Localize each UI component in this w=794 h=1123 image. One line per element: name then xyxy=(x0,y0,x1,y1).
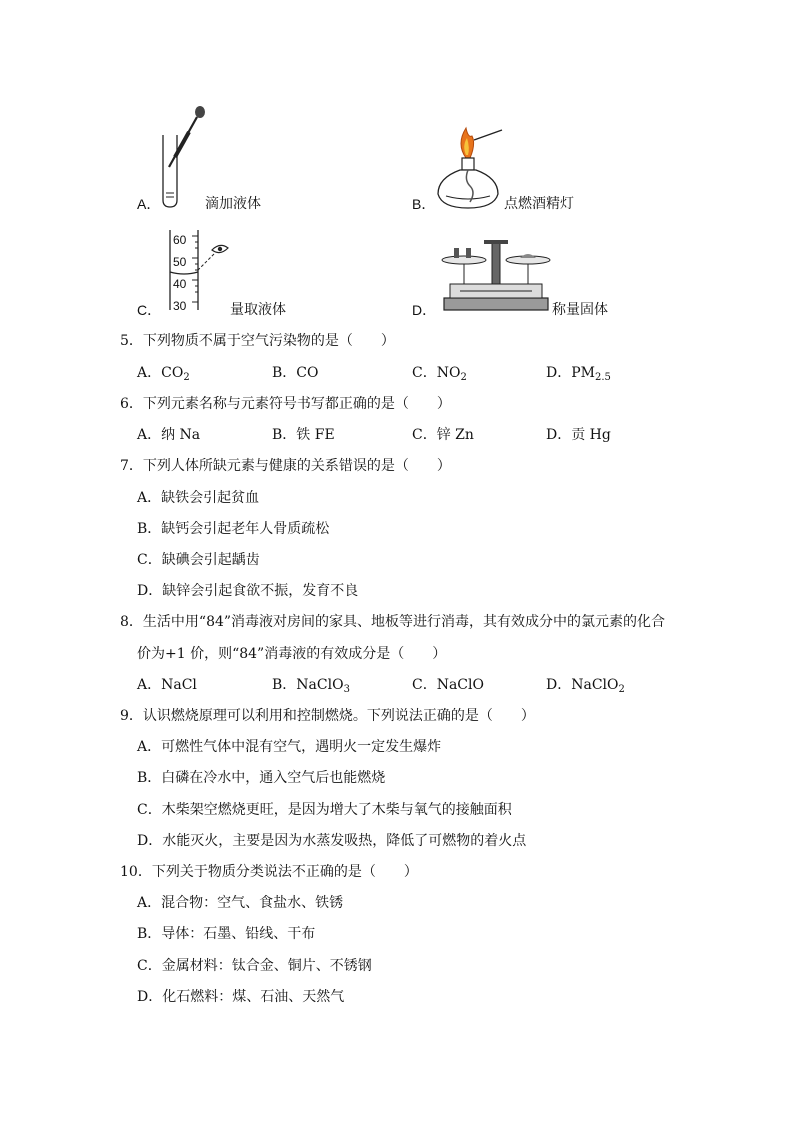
option-caption: 点燃酒精灯 xyxy=(504,196,574,212)
option-d: D．水能灭火，主要是因为水蒸发吸热，降低了可燃物的着火点 xyxy=(137,833,527,849)
option-a: A．$CO_2$ xyxy=(137,365,190,383)
option-c: C．缺碘会引起龋齿 xyxy=(137,552,260,568)
option-letter: B． xyxy=(412,196,436,212)
option-a: A．缺铁会引起贫血 xyxy=(137,490,260,506)
option-a: A．NaCl xyxy=(137,677,197,693)
option-b: B．缺钙会引起老年人骨质疏松 xyxy=(137,521,330,537)
option-c: C．NaClO xyxy=(412,677,484,693)
option-caption: 称量固体 xyxy=(552,302,608,318)
option-c: C．$NO_2$ xyxy=(412,365,467,383)
option-d: D．化石燃料：煤、石油、天然气 xyxy=(137,989,345,1005)
scale-label-60: 60 xyxy=(173,233,187,247)
option-a: A．混合物：空气、食盐水、铁锈 xyxy=(137,895,344,911)
option-d: D．缺锌会引起食欲不振，发育不良 xyxy=(137,583,359,599)
balance-scale-illustration xyxy=(436,236,556,316)
option-a: A．纳 Na xyxy=(137,427,201,443)
question-stem-line-2: 价为+1 价，则“84”消毒液的有效成分是（ ） xyxy=(137,646,447,662)
question-stem: 5．下列物质不属于空气污染物的是（ ） xyxy=(120,333,395,349)
graduated-cylinder-illustration xyxy=(150,228,235,313)
option-c: C．金属材料：钛合金、铜片、不锈钢 xyxy=(137,958,372,974)
scale-label-40: 40 xyxy=(173,277,187,291)
option-c: C．锌 Zn xyxy=(412,427,474,443)
question-stem-line-1: 8．生活中用“84”消毒液对房间的家具、地板等进行消毒，其有效成分中的氯元素的化合 xyxy=(120,614,666,630)
option-b: B．导体：石墨、铅线、干布 xyxy=(137,926,316,942)
option-c: C．木柴架空燃烧更旺，是因为增大了木柴与氧气的接触面积 xyxy=(137,802,512,818)
option-b: B．白磷在冷水中，通入空气后也能燃烧 xyxy=(137,770,386,786)
option-d: D．$PM_{2.5}$ xyxy=(546,365,611,383)
scale-label-30: 30 xyxy=(173,299,187,313)
option-d: D．NaClO$_2$ xyxy=(546,677,625,695)
question-stem: 9．认识燃烧原理可以利用和控制燃烧。下列说法正确的是（ ） xyxy=(120,708,535,724)
scale-label-50: 50 xyxy=(173,255,187,269)
option-caption: 滴加液体 xyxy=(205,196,261,212)
option-b: B．NaClO$_3$ xyxy=(272,677,350,695)
question-stem: 7．下列人体所缺元素与健康的关系错误的是（ ） xyxy=(120,458,451,474)
option-caption: 量取液体 xyxy=(230,302,286,318)
question-stem: 10．下列关于物质分类说法不正确的是（ ） xyxy=(120,864,418,880)
option-d: D．贡 Hg xyxy=(546,427,611,443)
option-a: A．可燃性气体中混有空气，遇明火一定发生爆炸 xyxy=(137,739,442,755)
option-b: B．铁 FE xyxy=(272,427,335,443)
option-letter: D． xyxy=(412,302,437,318)
question-stem: 6．下列元素名称与元素符号书写都正确的是（ ） xyxy=(120,396,451,412)
option-b: B．CO xyxy=(272,365,319,381)
option-letter: C． xyxy=(137,302,162,318)
option-letter: A． xyxy=(137,196,161,212)
